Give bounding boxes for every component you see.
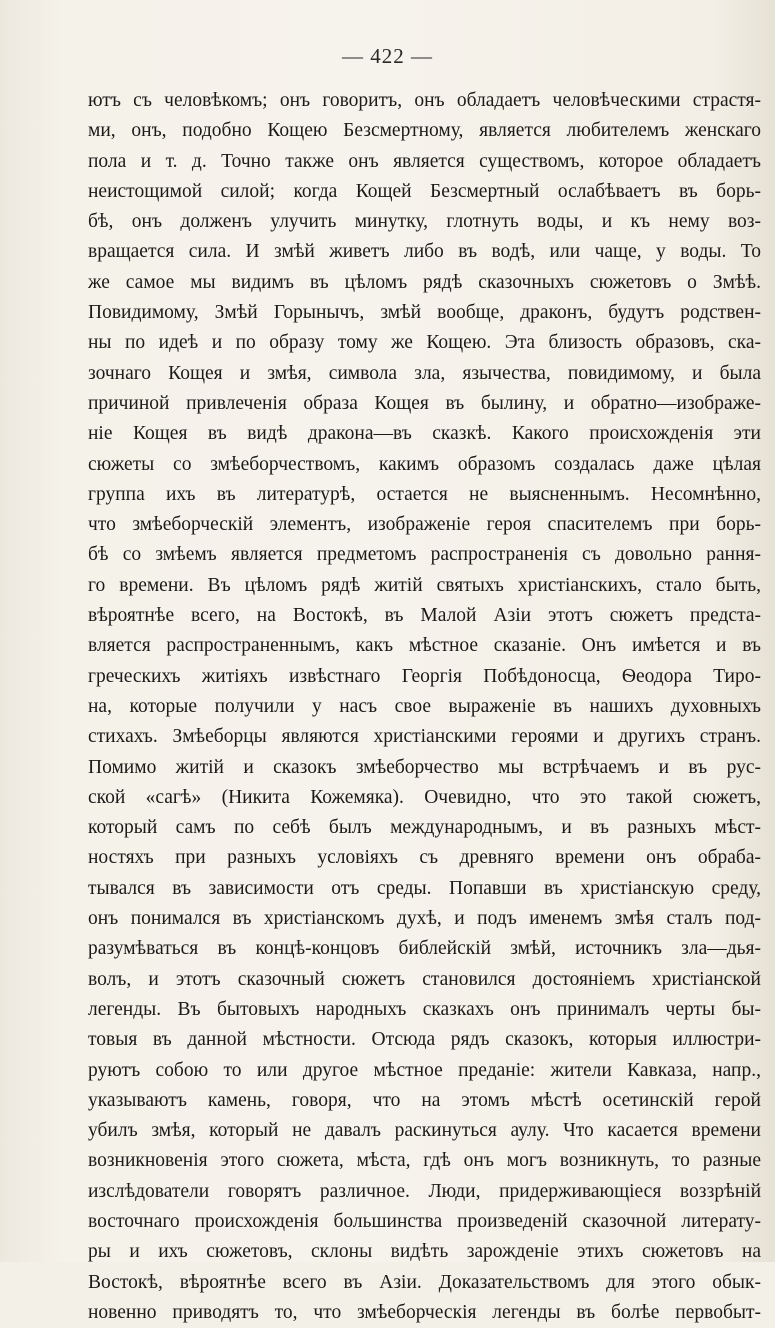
text-line: группа ихъ въ литературѣ, остается не выясненнымъ. Несомнѣнно,	[88, 483, 761, 505]
text-line: что змѣеборческій элементъ, изображеніе героя спасителемъ при борь-	[88, 514, 761, 536]
text-line: вляется распространеннымъ, какъ мѣстное сказаніе. Онъ имѣется и въ	[88, 635, 761, 657]
text-line: вѣроятнѣе всего, на Востокѣ, въ Малой Азіи этотъ сюжетъ предста-	[88, 605, 761, 627]
text-line: указываютъ камень, говоря, что на этомъ мѣстѣ осетинскій герой	[88, 1089, 761, 1111]
text-line: бѣ, онъ долженъ улучить минутку, глотнуть воды, и къ нему воз-	[88, 211, 761, 233]
text-line: бѣ со змѣемъ является предметомъ распространенія съ довольно рання-	[88, 544, 761, 566]
text-line: ны по идеѣ и по образу тому же Кощею. Эта близость образовъ, ска-	[88, 332, 761, 354]
body-text	[88, 86, 761, 1328]
text-line: тывался въ зависимости отъ среды. Попавши въ христіанскую среду,	[88, 877, 761, 899]
text-line: пола и т. д. Точно также онъ является существомъ, которое обладаетъ	[88, 150, 761, 172]
text-line: товыя въ данной мѣстности. Отсюда рядъ сказокъ, которыя иллюстри-	[88, 1029, 761, 1051]
text-line: Востокѣ, вѣроятнѣе всего въ Азіи. Доказательствомъ для этого обык-	[88, 1271, 761, 1293]
text-line: волъ, и этотъ сказочный сюжетъ становился достояніемъ христіанской	[88, 968, 761, 990]
page-number: — 422 —	[342, 44, 433, 68]
text-line: стихахъ. Змѣеборцы являются христіанскими героями и другихъ странъ.	[88, 726, 761, 748]
text-line: причиной привлеченія образа Кощея въ былину, и обратно—изображе-	[88, 392, 761, 414]
text-line: сюжеты со змѣеборчествомъ, какимъ образомъ создалась даже цѣлая	[88, 453, 761, 475]
text-line: восточнаго происхожденія большинства произведеній сказочной литерату-	[88, 1210, 761, 1232]
text-line: возникновенія этого сюжета, мѣста, гдѣ онъ могъ возникнуть, то разные	[88, 1150, 761, 1172]
text-line: ностяхъ при разныхъ условіяхъ съ древняго времени онъ обраба-	[88, 847, 761, 869]
text-line: Повидимому, Змѣй Горынычъ, змѣй вообще, драконъ, будутъ родствен-	[88, 302, 761, 324]
text-line: новенно приводятъ то, что змѣеборческія легенды въ болѣе первобыт-	[88, 1301, 761, 1323]
text-line: на, которые получили у насъ свое выраженіе въ нашихъ духовныхъ	[88, 695, 761, 717]
text-line: руютъ собою то или другое мѣстное преданіе: жители Кавказа, напр.,	[88, 1059, 761, 1081]
text-line: зочнаго Кощея и змѣя, символа зла, язычества, повидимому, и была	[88, 362, 761, 384]
text-line: вращается сила. И змѣй живетъ либо въ водѣ, или чаще, у воды. То	[88, 241, 761, 263]
text-line: ми, онъ, подобно Кощею Безсмертному, является любителемъ женскаго	[88, 120, 761, 142]
text-line: убилъ змѣя, который не давалъ раскинуться аулу. Что касается времени	[88, 1120, 761, 1142]
text-line: же самое мы видимъ въ цѣломъ рядѣ сказочныхъ сюжетовъ о Змѣѣ.	[88, 271, 761, 293]
text-line: греческихъ житіяхъ извѣстнаго Георгія Побѣдоносца, Ѳеодора Тиро-	[88, 665, 761, 687]
text-line: го времени. Въ цѣломъ рядѣ житій святыхъ христіанскихъ, стало быть,	[88, 574, 761, 596]
text-line: ры и ихъ сюжетовъ, склоны видѣть зарожденіе этихъ сюжетовъ на	[88, 1241, 761, 1263]
text-line: разумѣваться въ концѣ-концовъ библейскій змѣй, источникъ зла—дья-	[88, 938, 761, 960]
text-line: изслѣдователи говорятъ различное. Люди, придерживающіеся воззрѣній	[88, 1180, 761, 1202]
text-line: ніе Кощея въ видѣ дракона—въ сказкѣ. Какого происхожденія эти	[88, 423, 761, 445]
text-line: легенды. Въ бытовыхъ народныхъ сказкахъ онъ принималъ черты бы-	[88, 998, 761, 1020]
text-line: Помимо житій и сказокъ змѣеборчество мы встрѣчаемъ и въ рус-	[88, 756, 761, 778]
text-line: ютъ съ человѣкомъ; онъ говоритъ, онъ обладаетъ человѣческими страстя-	[88, 90, 761, 111]
text-line: неистощимой силой; когда Кощей Безсмертный ослабѣваетъ въ борь-	[88, 180, 761, 202]
text-line: который самъ по себѣ былъ международнымъ, и въ разныхъ мѣст-	[88, 817, 761, 839]
text-line: онъ понимался въ христіанскомъ духѣ, и подъ именемъ змѣя сталъ под-	[88, 908, 761, 930]
text-line: ской «сагѣ» (Никита Кожемяка). Очевидно, что это такой сюжетъ,	[88, 786, 761, 808]
